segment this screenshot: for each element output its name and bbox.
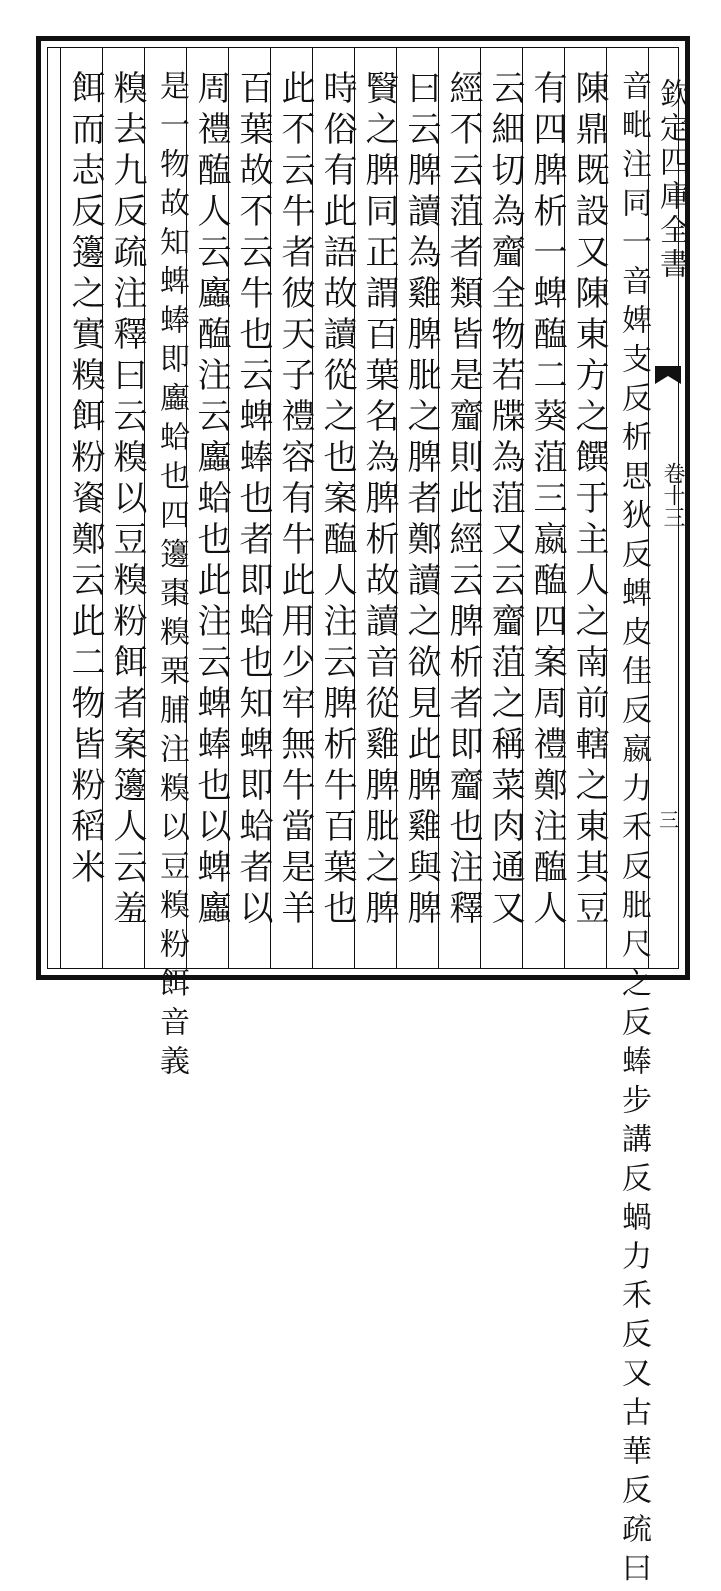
column-text: 時俗有此語故讀從之也案醢人注云脾析牛百葉也 (317, 70, 357, 931)
text-column-7 (354, 48, 399, 968)
column-text: 周禮醢人云蠯醢注云蠯蛤也此注云蜱蜯也以蜱蠯 (191, 70, 231, 931)
text-column-5 (438, 48, 483, 968)
column-text: 糗去九反疏注釋曰云糗以豆糗粉餌者案籩人云羞 (107, 70, 147, 931)
text-frame (47, 47, 689, 1591)
text-column-10 (228, 48, 273, 968)
column-text: 音毗注同一音婢支反析思狄反蜱皮佳反嬴力禾反肶尺之反蜯步講反蝸力禾反又古華反疏曰 (616, 70, 651, 1591)
page-number: 三 (659, 808, 679, 832)
text-column-4 (480, 48, 525, 968)
text-column-8 (312, 48, 357, 968)
column-text: 餌而志反籩之實糗餌粉餈鄭云此二物皆粉稻米 (65, 70, 105, 890)
column-text: 是一物故知蜱蜯即蠯蛤也四籩棗糗栗脯注糗以豆糗粉餌音義 (154, 70, 189, 1084)
volume-label: 卷十三 (660, 462, 685, 528)
column-text: 曰云脾讀為雞脾肶之脾者鄭讀之欲見此脾雞與脾 (401, 70, 441, 931)
column-text: 陳鼎既設又陳東方之饌于主人之南前轄之東其豆 (569, 70, 609, 931)
column-text: 百葉故不云牛也云蜱蜯也者即蛤也知蜱即蛤者以 (233, 70, 273, 931)
text-column-6 (396, 48, 441, 968)
text-column-11 (186, 48, 231, 968)
text-column-12 (144, 48, 189, 1084)
book-page (36, 36, 690, 1591)
text-column-3 (522, 48, 567, 968)
book-title: 欽定四庫全書 (654, 78, 689, 282)
column-text: 贀之脾同正謂百葉名為脾析故讀音從雞脾肶之脾 (359, 70, 399, 931)
column-text: 此不云牛者彼天子禮容有牛此用少牢無牛當是羊 (275, 70, 315, 931)
column-text: 有四脾析一蜱醢二葵菹三嬴醢四案周禮鄭注醢人 (527, 70, 567, 931)
text-column-1 (606, 48, 651, 1591)
text-column-2 (564, 48, 609, 968)
text-column-9 (270, 48, 315, 968)
text-column-14 (60, 48, 105, 968)
column-text: 經不云菹者類皆是齏則此經云脾析者即齏也注釋 (443, 70, 483, 931)
column-text: 云細切為齏全物若牒為菹又云齏菹之稱菜肉通又 (485, 70, 525, 931)
header-column (648, 48, 689, 968)
text-column-13 (102, 48, 147, 968)
fish-tail-mark-icon (653, 364, 683, 386)
